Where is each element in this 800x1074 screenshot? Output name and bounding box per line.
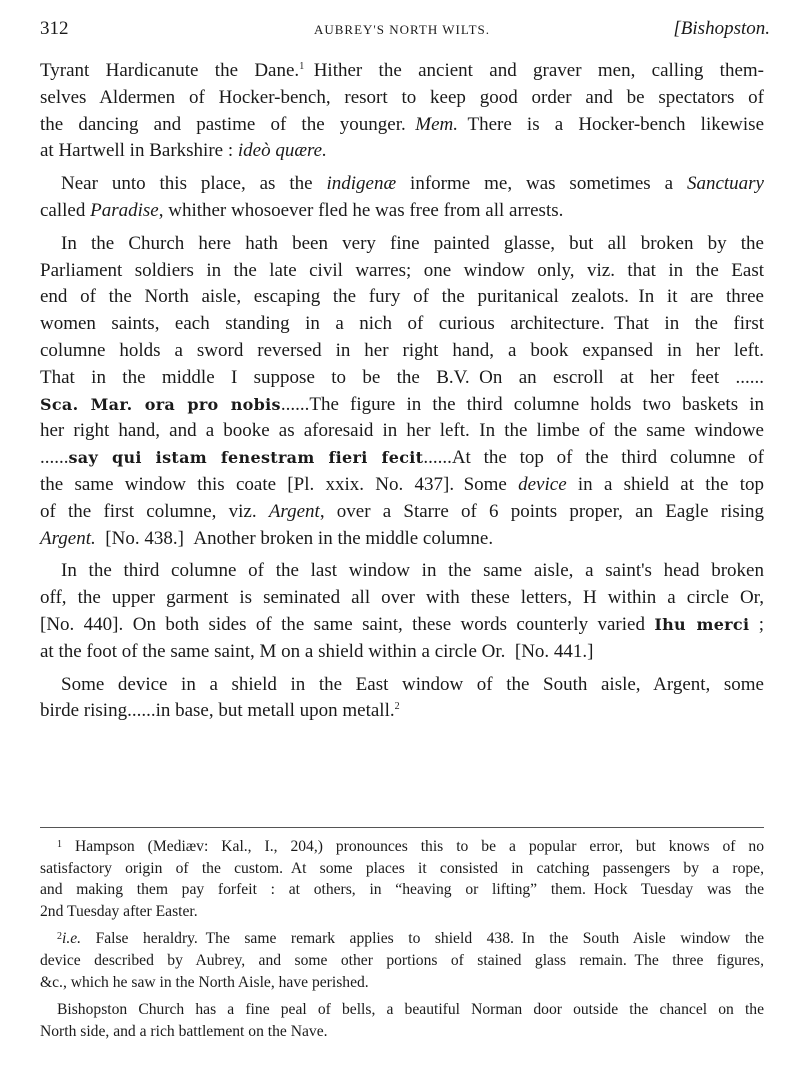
text-run: selves Aldermen of Hocker-bench, resort to keep good order and be spectators of xyxy=(40,86,764,108)
blackletter-inscription: Ihu merci xyxy=(654,614,750,634)
footnote-line xyxy=(40,858,764,880)
text-run: That in the middle I suppose to be the B.V. On an escroll at her feet ...... xyxy=(40,366,764,388)
text-run: birde rising......in base, but metall upon metall. xyxy=(40,700,395,722)
text-line xyxy=(40,311,764,338)
text-line xyxy=(40,526,764,553)
footnote xyxy=(40,999,764,1042)
section-title: [Bishopston. xyxy=(673,18,770,39)
text-line xyxy=(40,171,764,198)
text-line xyxy=(40,338,764,365)
text-line xyxy=(40,112,764,139)
footnote-line xyxy=(40,836,764,858)
blackletter-inscription: Sca. Mar. ora pro nobis xyxy=(40,394,281,414)
footnote-rule xyxy=(40,827,764,828)
footnote-line xyxy=(40,972,764,994)
text-line xyxy=(40,612,764,639)
text-run: end of the North aisle, escaping the fury of the puritanical zealots. In it are three xyxy=(40,286,764,308)
footnote-marker: 2 xyxy=(57,931,62,943)
text-run: the same window this coate [Pl. xxix. No. 437]. Some xyxy=(40,473,519,495)
text-run: her right hand, and a booke as aforesaid in her left. In the limbe of the same windowe xyxy=(40,420,764,442)
text-run: In the Church here hath been very fine painted glasse, but all broken by the xyxy=(61,232,764,254)
footnote-marker: 1 xyxy=(57,839,62,850)
italic-text: ideò quære. xyxy=(237,140,327,162)
italic-text: Mem. xyxy=(415,113,458,135)
text-run: ; xyxy=(749,613,764,635)
footnotes xyxy=(40,836,764,1042)
text-run: satisfactory origin of the custom. At some places it consisted in catching passengers by a rope, xyxy=(40,859,764,877)
text-line xyxy=(40,231,764,258)
text-run: North side, and a rich battlement on the Nave. xyxy=(40,1022,328,1040)
text-line xyxy=(40,418,764,445)
italic-text: Sanctuary xyxy=(686,173,764,195)
text-line xyxy=(40,499,764,526)
page-header xyxy=(40,16,770,44)
text-run: at the foot of the same saint, M on a shield within a circle Or. [No. 441.] xyxy=(40,640,594,662)
text-run: There is a Hocker-bench likewise xyxy=(457,113,765,135)
footnote xyxy=(40,928,764,993)
text-line xyxy=(40,698,764,725)
text-run: of the first columne, viz. xyxy=(40,500,269,522)
text-run: Tyrant Hardicanute the Dane. xyxy=(40,60,300,81)
text-run: device described by Aubrey, and some other portions of stained glass remain. The three figures, xyxy=(40,951,764,969)
text-line xyxy=(40,472,764,499)
footnote-line xyxy=(40,928,764,950)
text-run: in a shield at the top xyxy=(566,473,764,495)
text-run: , whither whosoever fled he was free from all arrests. xyxy=(158,199,564,221)
text-line xyxy=(40,85,764,112)
paragraph xyxy=(40,171,764,225)
text-line xyxy=(40,585,764,612)
text-run: [No. 438.] Another broken in the middle columne. xyxy=(95,527,494,549)
text-run: Parliament soldiers in the late civil warres; one window only, viz. that in the East xyxy=(40,259,764,281)
text-run: and making them pay forfeit : at others, in “heaving or lifting” them. Hock Tuesday was the xyxy=(40,881,764,899)
text-line xyxy=(40,58,764,85)
italic-text: i.e. xyxy=(62,930,82,948)
text-line xyxy=(40,138,764,165)
text-run: Near unto this place, as the xyxy=(61,173,327,195)
text-run: Some device in a shield in the East window of the South aisle, Argent, some xyxy=(61,673,764,695)
text-line xyxy=(40,558,764,585)
italic-text: device xyxy=(518,473,567,495)
page-number: 312 xyxy=(40,18,69,39)
text-run: at Hartwell in Barkshire : xyxy=(40,140,238,162)
text-run: called xyxy=(40,199,91,221)
text-line xyxy=(40,365,764,392)
footnote-line xyxy=(40,999,764,1021)
footnote-marker: 2 xyxy=(394,701,400,713)
running-title: AUBREY'S NORTH WILTS. xyxy=(313,22,491,37)
footnote-line xyxy=(40,950,764,972)
italic-text: Argent. xyxy=(40,527,96,549)
text-line xyxy=(40,445,764,472)
footnote xyxy=(40,836,764,922)
text-run: women saints, each standing in a nich of curious architecture. That in the first xyxy=(40,313,764,335)
text-run: columne holds a sword reversed in her right hand, a book expansed in her left. xyxy=(40,339,764,361)
text-line xyxy=(40,639,764,666)
footnote-line xyxy=(40,901,764,923)
text-run: In the third columne of the last window in the same aisle, a saint's head broken xyxy=(61,560,764,582)
text-run: off, the upper garment is seminated all over with these letters, H within a circle Or, xyxy=(40,587,764,609)
text-run: 2nd Tuesday after Easter. xyxy=(40,902,198,920)
italic-text: indigenæ xyxy=(326,173,397,195)
paragraph xyxy=(40,558,764,665)
text-line xyxy=(40,392,764,419)
text-run: ......The figure in the third columne holds two baskets in xyxy=(280,393,764,415)
text-line xyxy=(40,284,764,311)
text-run: Bishopston Church has a fine peal of bells, a beautiful Norman door outside the chancel on the xyxy=(57,1001,764,1019)
text-run: [No. 440]. On both sides of the same saint, these words counterly varied xyxy=(40,613,655,635)
paragraph xyxy=(40,58,764,165)
italic-text: Argent xyxy=(268,500,320,522)
footnote-marker: 1 xyxy=(299,61,305,72)
text-line xyxy=(40,258,764,285)
blackletter-inscription: say qui istam fenestram fieri fecit xyxy=(68,448,424,468)
italic-text: Paradise xyxy=(90,199,159,221)
paragraph xyxy=(40,672,764,726)
text-run: &c., which he saw in the North Aisle, have perished. xyxy=(40,973,369,991)
text-run: ......At the top of the third columne of xyxy=(423,447,764,469)
text-line xyxy=(40,672,764,699)
text-run: the dancing and pastime of the younger. xyxy=(40,113,416,135)
text-run: informe me, was sometimes a xyxy=(396,173,687,195)
paragraph xyxy=(40,231,764,553)
text-run: Hampson (Mediæv: Kal., I., 204,) pronounces this to be a popular error, but knows of no xyxy=(62,838,764,855)
text-run: ...... xyxy=(40,447,69,469)
text-line xyxy=(40,198,764,225)
body-text xyxy=(40,58,764,725)
text-run: , over a Starre of 6 points proper, an Eagle rising xyxy=(319,500,764,522)
footnote-line xyxy=(40,879,764,901)
text-run: False heraldry. The same remark applies to shield 438. In the South Aisle window the xyxy=(81,930,764,948)
footnote-line xyxy=(40,1021,764,1043)
text-run: Hither the ancient and graver men, calling them- xyxy=(304,60,764,81)
